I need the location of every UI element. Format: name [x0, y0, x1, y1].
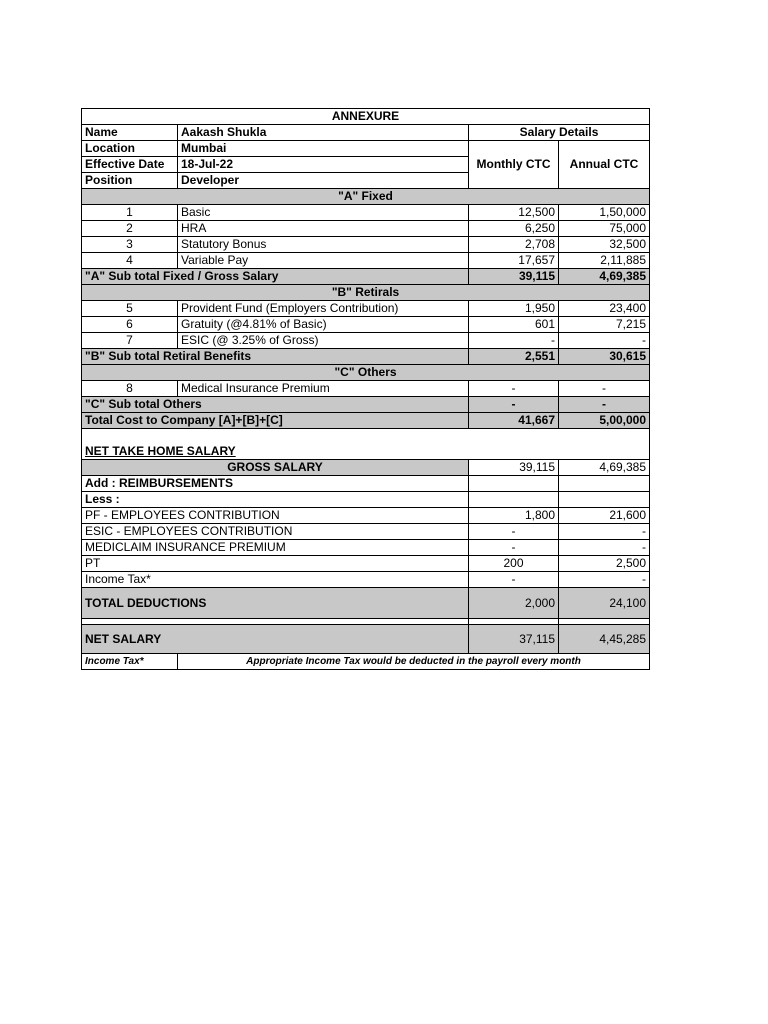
- deduction-monthly: -: [469, 524, 559, 540]
- row-number: 6: [82, 317, 178, 333]
- component-label: Provident Fund (Employers Contribution): [178, 301, 469, 317]
- footnote-label: Income Tax*: [82, 654, 178, 670]
- net-take-home-heading: NET TAKE HOME SALARY: [85, 444, 236, 458]
- deduction-monthly: 200: [469, 556, 559, 572]
- subtotal-c-monthly: -: [469, 397, 559, 413]
- deduction-annual: 21,600: [559, 508, 650, 524]
- subtotal-b-annual: 30,615: [559, 349, 650, 365]
- subtotal-b-monthly: 2,551: [469, 349, 559, 365]
- component-label: HRA: [178, 221, 469, 237]
- subtotal-b-label: "B" Sub total Retiral Benefits: [82, 349, 469, 365]
- subtotal-a-monthly: 39,115: [469, 269, 559, 285]
- deduction-label: PF - EMPLOYEES CONTRIBUTION: [82, 508, 469, 524]
- annexure-title: ANNEXURE: [82, 109, 650, 125]
- monthly-value: 12,500: [469, 205, 559, 221]
- deduction-label: Income Tax*: [82, 572, 469, 588]
- gross-salary-label: GROSS SALARY: [82, 460, 469, 476]
- total-deductions-label: TOTAL DEDUCTIONS: [82, 588, 469, 619]
- deduction-annual: -: [559, 540, 650, 556]
- location-value: Mumbai: [178, 141, 469, 157]
- deduction-annual: 2,500: [559, 556, 650, 572]
- monthly-value: 17,657: [469, 253, 559, 269]
- subtotal-a-label: "A" Sub total Fixed / Gross Salary: [82, 269, 469, 285]
- less-label: Less :: [82, 492, 469, 508]
- component-label: Gratuity (@4.81% of Basic): [178, 317, 469, 333]
- monthly-value: -: [469, 333, 559, 349]
- deduction-monthly: -: [469, 540, 559, 556]
- position-value: Developer: [178, 173, 469, 189]
- net-salary-monthly: 37,115: [469, 625, 559, 654]
- annual-value: 23,400: [559, 301, 650, 317]
- component-label: Statutory Bonus: [178, 237, 469, 253]
- subtotal-c-annual: -: [559, 397, 650, 413]
- net-salary-label: NET SALARY: [82, 625, 469, 654]
- reimbursements-annual: [559, 476, 650, 492]
- total-ctc-label: Total Cost to Company [A]+[B]+[C]: [82, 413, 469, 429]
- deduction-label: MEDICLAIM INSURANCE PREMIUM: [82, 540, 469, 556]
- spacer-row: [82, 429, 650, 445]
- row-number: 1: [82, 205, 178, 221]
- total-deductions-monthly: 2,000: [469, 588, 559, 619]
- monthly-value: 1,950: [469, 301, 559, 317]
- component-label: Variable Pay: [178, 253, 469, 269]
- name-label: Name: [82, 125, 178, 141]
- section-b-title: "B" Retirals: [82, 285, 650, 301]
- annual-value: 1,50,000: [559, 205, 650, 221]
- row-number: 2: [82, 221, 178, 237]
- annual-value: -: [559, 381, 650, 397]
- row-number: 5: [82, 301, 178, 317]
- total-ctc-annual: 5,00,000: [559, 413, 650, 429]
- deduction-label: ESIC - EMPLOYEES CONTRIBUTION: [82, 524, 469, 540]
- annexure-table: [81, 108, 650, 670]
- component-label: Basic: [178, 205, 469, 221]
- net-salary-annual: 4,45,285: [559, 625, 650, 654]
- subtotal-c-label: "C" Sub total Others: [82, 397, 469, 413]
- section-c-title: "C" Others: [82, 365, 650, 381]
- annual-value: 2,11,885: [559, 253, 650, 269]
- annual-value: 32,500: [559, 237, 650, 253]
- annual-value: -: [559, 333, 650, 349]
- less-monthly: [469, 492, 559, 508]
- total-deductions-annual: 24,100: [559, 588, 650, 619]
- annual-value: 7,215: [559, 317, 650, 333]
- position-label: Position: [82, 173, 178, 189]
- component-label: Medical Insurance Premium: [178, 381, 469, 397]
- row-number: 4: [82, 253, 178, 269]
- effective-date-label: Effective Date: [82, 157, 178, 173]
- gross-salary-annual: 4,69,385: [559, 460, 650, 476]
- deduction-annual: -: [559, 572, 650, 588]
- monthly-value: 6,250: [469, 221, 559, 237]
- name-value: Aakash Shukla: [178, 125, 469, 141]
- row-number: 3: [82, 237, 178, 253]
- monthly-value: 601: [469, 317, 559, 333]
- row-number: 8: [82, 381, 178, 397]
- less-annual: [559, 492, 650, 508]
- monthly-value: 2,708: [469, 237, 559, 253]
- deduction-monthly: 1,800: [469, 508, 559, 524]
- deduction-annual: -: [559, 524, 650, 540]
- annual-ctc-header: Annual CTC: [559, 141, 650, 189]
- component-label: ESIC (@ 3.25% of Gross): [178, 333, 469, 349]
- deduction-label: PT: [82, 556, 469, 572]
- section-a-title: "A" Fixed: [82, 189, 650, 205]
- footnote-text: Appropriate Income Tax would be deducted in the payroll every month: [178, 654, 650, 670]
- reimbursements-label: Add : REIMBURSEMENTS: [82, 476, 469, 492]
- row-number: 7: [82, 333, 178, 349]
- monthly-ctc-header: Monthly CTC: [469, 141, 559, 189]
- deduction-monthly: -: [469, 572, 559, 588]
- total-ctc-monthly: 41,667: [469, 413, 559, 429]
- location-label: Location: [82, 141, 178, 157]
- effective-date-value: 18-Jul-22: [178, 157, 469, 173]
- subtotal-a-annual: 4,69,385: [559, 269, 650, 285]
- monthly-value: -: [469, 381, 559, 397]
- salary-details-header: Salary Details: [469, 125, 650, 141]
- annual-value: 75,000: [559, 221, 650, 237]
- reimbursements-monthly: [469, 476, 559, 492]
- gross-salary-monthly: 39,115: [469, 460, 559, 476]
